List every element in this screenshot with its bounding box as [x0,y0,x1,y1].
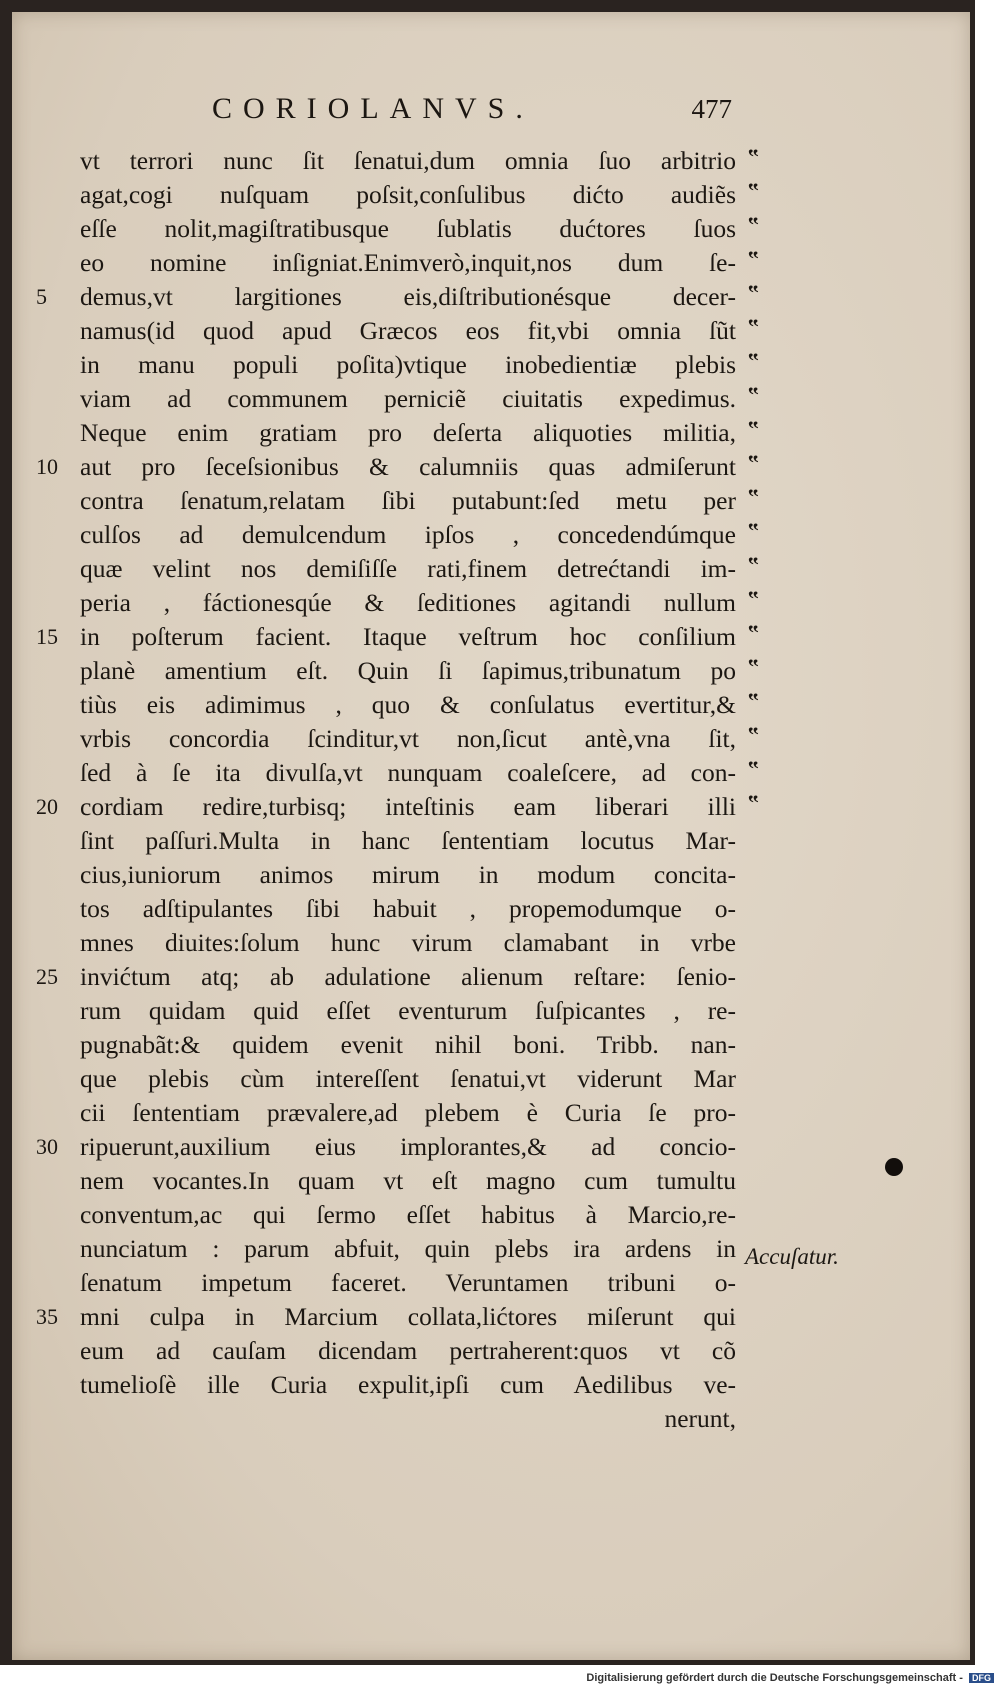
line-text: ſint paſſuri.Multa in hanc ſententiam locutus Mar- [80,826,736,855]
line-text: vrbis concordia ſcinditur,vt non,ſicut antè,vna ſit, [80,724,736,753]
text-line [80,892,736,926]
text-line [80,1164,736,1198]
text-line [80,722,758,756]
text-line [80,416,758,450]
page-number: 477 [691,94,732,124]
quotation-mark: ‟ [748,280,758,305]
line-text: cius,iuniorum animos mirum in modum concita- [80,860,736,889]
line-number: 15 [36,624,58,649]
text-line [80,518,758,552]
text-line [36,280,758,314]
line-text: nerunt, [664,1404,736,1433]
text-line [80,1402,736,1436]
line-text: viam ad communem perniciẽ ciuitatis expedimus. [80,384,736,413]
line-text: vt terrori nunc ſit ſenatui,dum omnia ſuo arbitrio [80,146,736,175]
text-line [80,1062,736,1096]
line-text: que plebis cùm intereſſent ſenatui,vt viderunt Mar [80,1064,736,1093]
running-title: CORIOLANVS. [212,92,534,125]
quotation-mark: ‟ [748,654,758,679]
text-line [80,1096,736,1130]
line-number: 10 [36,454,58,479]
running-head [212,92,732,136]
text-line [36,790,758,824]
text-line [80,1266,736,1300]
line-text: culſos ad demulcendum ipſos , concedendúmque [80,520,736,549]
quotation-mark: ‟ [748,552,758,577]
line-text: tiùs eis adimimus , quo & conſulatus evertitur,& [80,690,736,719]
margin-note: Accuſatur. [745,1244,839,1269]
line-text: cii ſententiam prævalere,ad plebem è Curia ſe pro- [80,1098,736,1127]
line-text: Neque enim gratiam pro deſerta aliquoties militia, [80,418,736,447]
text-line [80,858,736,892]
line-text: demus,vt largitiones eis,diſtributionésque decer- [80,282,736,311]
line-text: invićtum atq; ab adulatione alienum reſtare: ſenio- [80,962,736,991]
digitization-credit [586,1672,994,1684]
text-line [80,1198,736,1232]
line-number: 25 [36,964,58,989]
text-line [80,586,758,620]
text-line [80,1334,736,1368]
text-line [80,178,758,212]
text-line [36,450,758,484]
quotation-mark: ‟ [748,450,758,475]
text-line [80,348,758,382]
line-text: quæ velint nos demiſiſſe rati,finem detrećtandi im- [80,554,736,583]
line-text: ſed à ſe ita divulſa,vt nunquam coaleſcere, ad con- [80,758,736,787]
dfg-logo: DFG [969,1673,994,1683]
quotation-mark: ‟ [748,722,758,747]
quotation-mark: ‟ [748,348,758,373]
line-text: mnes diuites:ſolum hunc virum clamabant in vrbe [80,928,736,957]
line-text: eum ad cauſam dicendam pertraherent:quos vt cõ [80,1336,736,1365]
line-text: namus(id quod apud Græcos eos fit,vbi omnia ſũt [80,316,736,345]
text-line [80,246,758,280]
text-line [80,552,758,586]
line-text: agat,cogi nuſquam poſsit,conſulibus dićto audiẽs [80,180,736,209]
line-text: eſſe nolit,magiſtratibusque ſublatis dućtores ſuos [80,214,736,243]
text-line [36,1300,736,1334]
text-line [36,1130,736,1164]
text-line [80,994,736,1028]
book-page [12,12,970,1660]
text-line [80,1368,736,1402]
line-text: cordiam redire,turbisq; inteſtinis eam liberari illi [80,792,736,821]
line-text: mni culpa in Marcium collata,lićtores miſerunt qui [80,1302,736,1331]
line-text: nem vocantes.In quam vt eſt magno cum tumultu [80,1166,736,1195]
text-line [36,620,758,654]
line-number: 20 [36,794,58,819]
quotation-mark: ‟ [748,620,758,645]
line-text: ripuerunt,auxilium eius implorantes,& ad concio- [80,1132,736,1161]
quotation-mark: ‟ [748,790,758,815]
line-text: contra ſenatum,relatam ſibi putabunt:ſed metu per [80,486,736,515]
text-line [80,654,758,688]
credit-text: Digitalisierung gefördert durch die Deutsche Forschungsgemeinschaft - [586,1672,963,1684]
text-line [80,824,736,858]
quotation-mark: ‟ [748,586,758,611]
text-line [80,1028,736,1062]
line-text: eo nomine inſigniat.Enimverò,inquit,nos dum ſe- [80,248,736,277]
text-line [80,212,758,246]
body-text [36,144,758,1436]
quotation-mark: ‟ [748,756,758,781]
line-number: 5 [36,284,47,309]
text-line [80,484,758,518]
line-text: ſenatum impetum faceret. Veruntamen tribuni o- [80,1268,736,1297]
quotation-mark: ‟ [748,688,758,713]
line-text: conventum,ac qui ſermo eſſet habitus à Marcio,re- [80,1200,736,1229]
line-text: aut pro ſeceſsionibus & calumniis quas admiſerunt [80,452,736,481]
line-text: peria , fáctionesqúe & ſeditiones agitandi nullum [80,588,736,617]
line-number: 35 [36,1304,58,1329]
ink-blot [885,1158,903,1176]
text-line [80,1232,736,1266]
line-text: tumelioſè ille Curia expulit,ipſi cum Aedilibus ve- [80,1370,736,1399]
text-line [80,314,758,348]
quotation-mark: ‟ [748,382,758,407]
line-number: 30 [36,1134,58,1159]
text-line [80,756,758,790]
line-text: tos adſtipulantes ſibi habuit , propemodumque o- [80,894,736,923]
text-line [80,926,736,960]
line-text: planè amentium eſt. Quin ſi ſapimus,tribunatum po [80,656,736,685]
quotation-mark: ‟ [748,178,758,203]
text-line [36,960,736,994]
line-text: nunciatum : parum abfuit, quin plebs ira ardens in [80,1234,736,1263]
line-text: pugnabãt:& quidem evenit nihil boni. Tribb. nan- [80,1030,736,1059]
text-line [80,688,758,722]
quotation-mark: ‟ [748,314,758,339]
line-text: in poſterum facient. Itaque veſtrum hoc conſilium [80,622,736,651]
line-text: in manu populi poſita)vtique inobedientiæ plebis [80,350,736,379]
quotation-mark: ‟ [748,144,758,169]
quotation-mark: ‟ [748,518,758,543]
line-text: rum quidam quid eſſet eventurum ſuſpicantes , re- [80,996,736,1025]
text-line [80,382,758,416]
quotation-mark: ‟ [748,484,758,509]
quotation-mark: ‟ [748,246,758,271]
text-line [80,144,758,178]
quotation-mark: ‟ [748,212,758,237]
quotation-mark: ‟ [748,416,758,441]
